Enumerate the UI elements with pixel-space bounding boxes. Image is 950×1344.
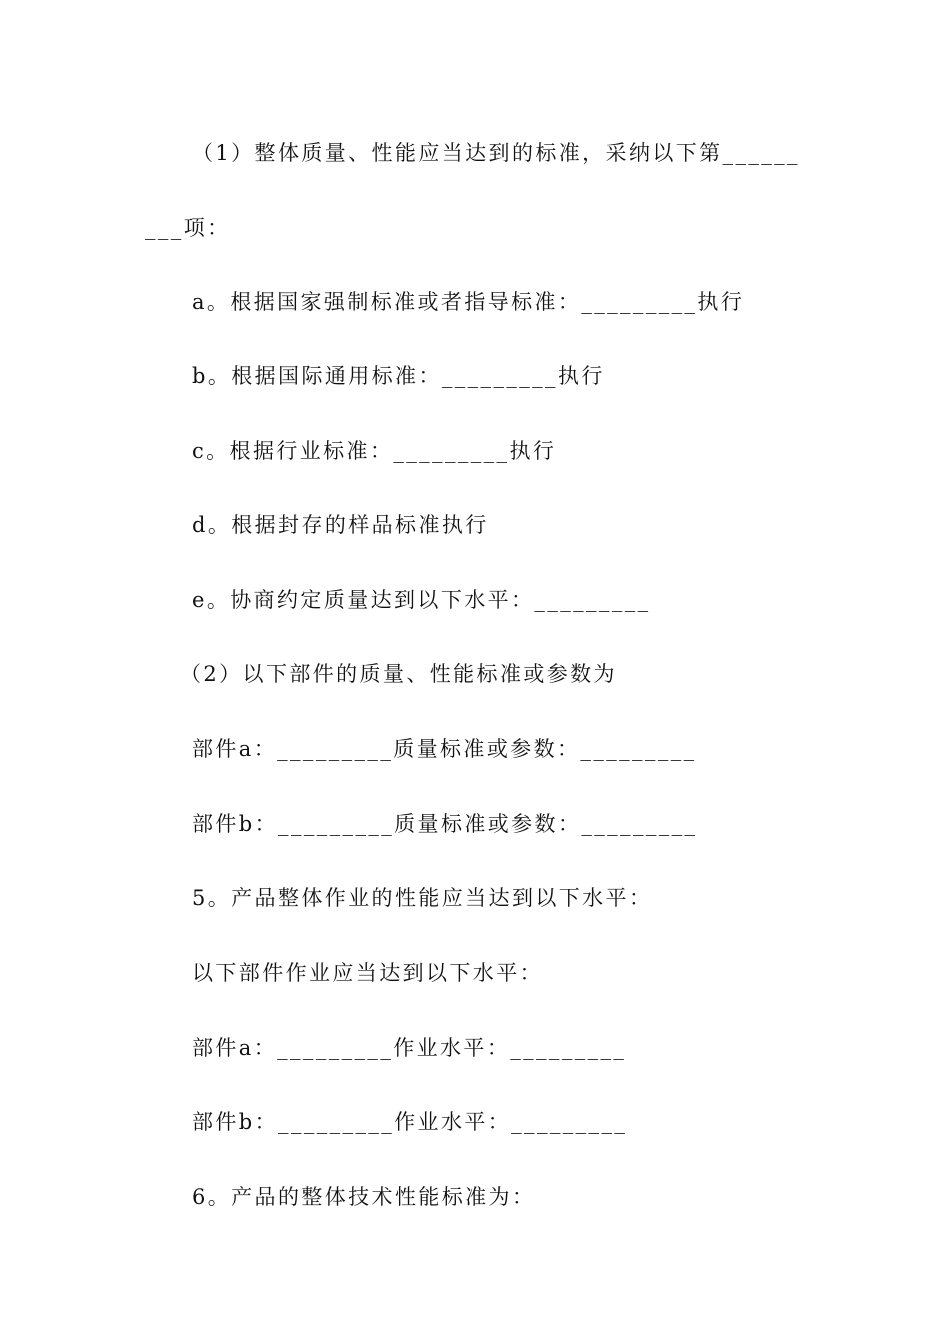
part-b-performance: 部件b：_________作业水平：_________ (192, 1110, 628, 1134)
part-a-performance: 部件a：_________作业水平：_________ (192, 1036, 627, 1060)
clause-1-quality-standard: （1）整体质量、性能应当达到的标准，采纳以下第______ (192, 141, 800, 165)
clause-6-technical: 6。产品的整体技术性能标准为： (192, 1185, 536, 1209)
clause-1-continuation: ___项： (145, 216, 231, 240)
option-c: c。根据行业标准：_________执行 (192, 439, 557, 463)
clause-5-performance: 5。产品整体作业的性能应当达到以下水平： (192, 886, 653, 910)
option-b: b。根据国际通用标准：_________执行 (192, 364, 605, 388)
option-a: a。根据国家强制标准或者指导标准：_________执行 (192, 290, 745, 314)
part-b-quality: 部件b：_________质量标准或参数：_________ (192, 812, 698, 836)
parts-performance-intro: 以下部件作业应当达到以下水平： (192, 961, 543, 985)
option-e: e。协商约定质量达到以下水平：_________ (192, 588, 651, 612)
part-a-quality: 部件a：_________质量标准或参数：_________ (192, 737, 697, 761)
option-d: d。根据封存的样品标准执行 (192, 513, 489, 537)
clause-2-parts-standard: （2）以下部件的质量、性能标准或参数为 (180, 662, 617, 686)
